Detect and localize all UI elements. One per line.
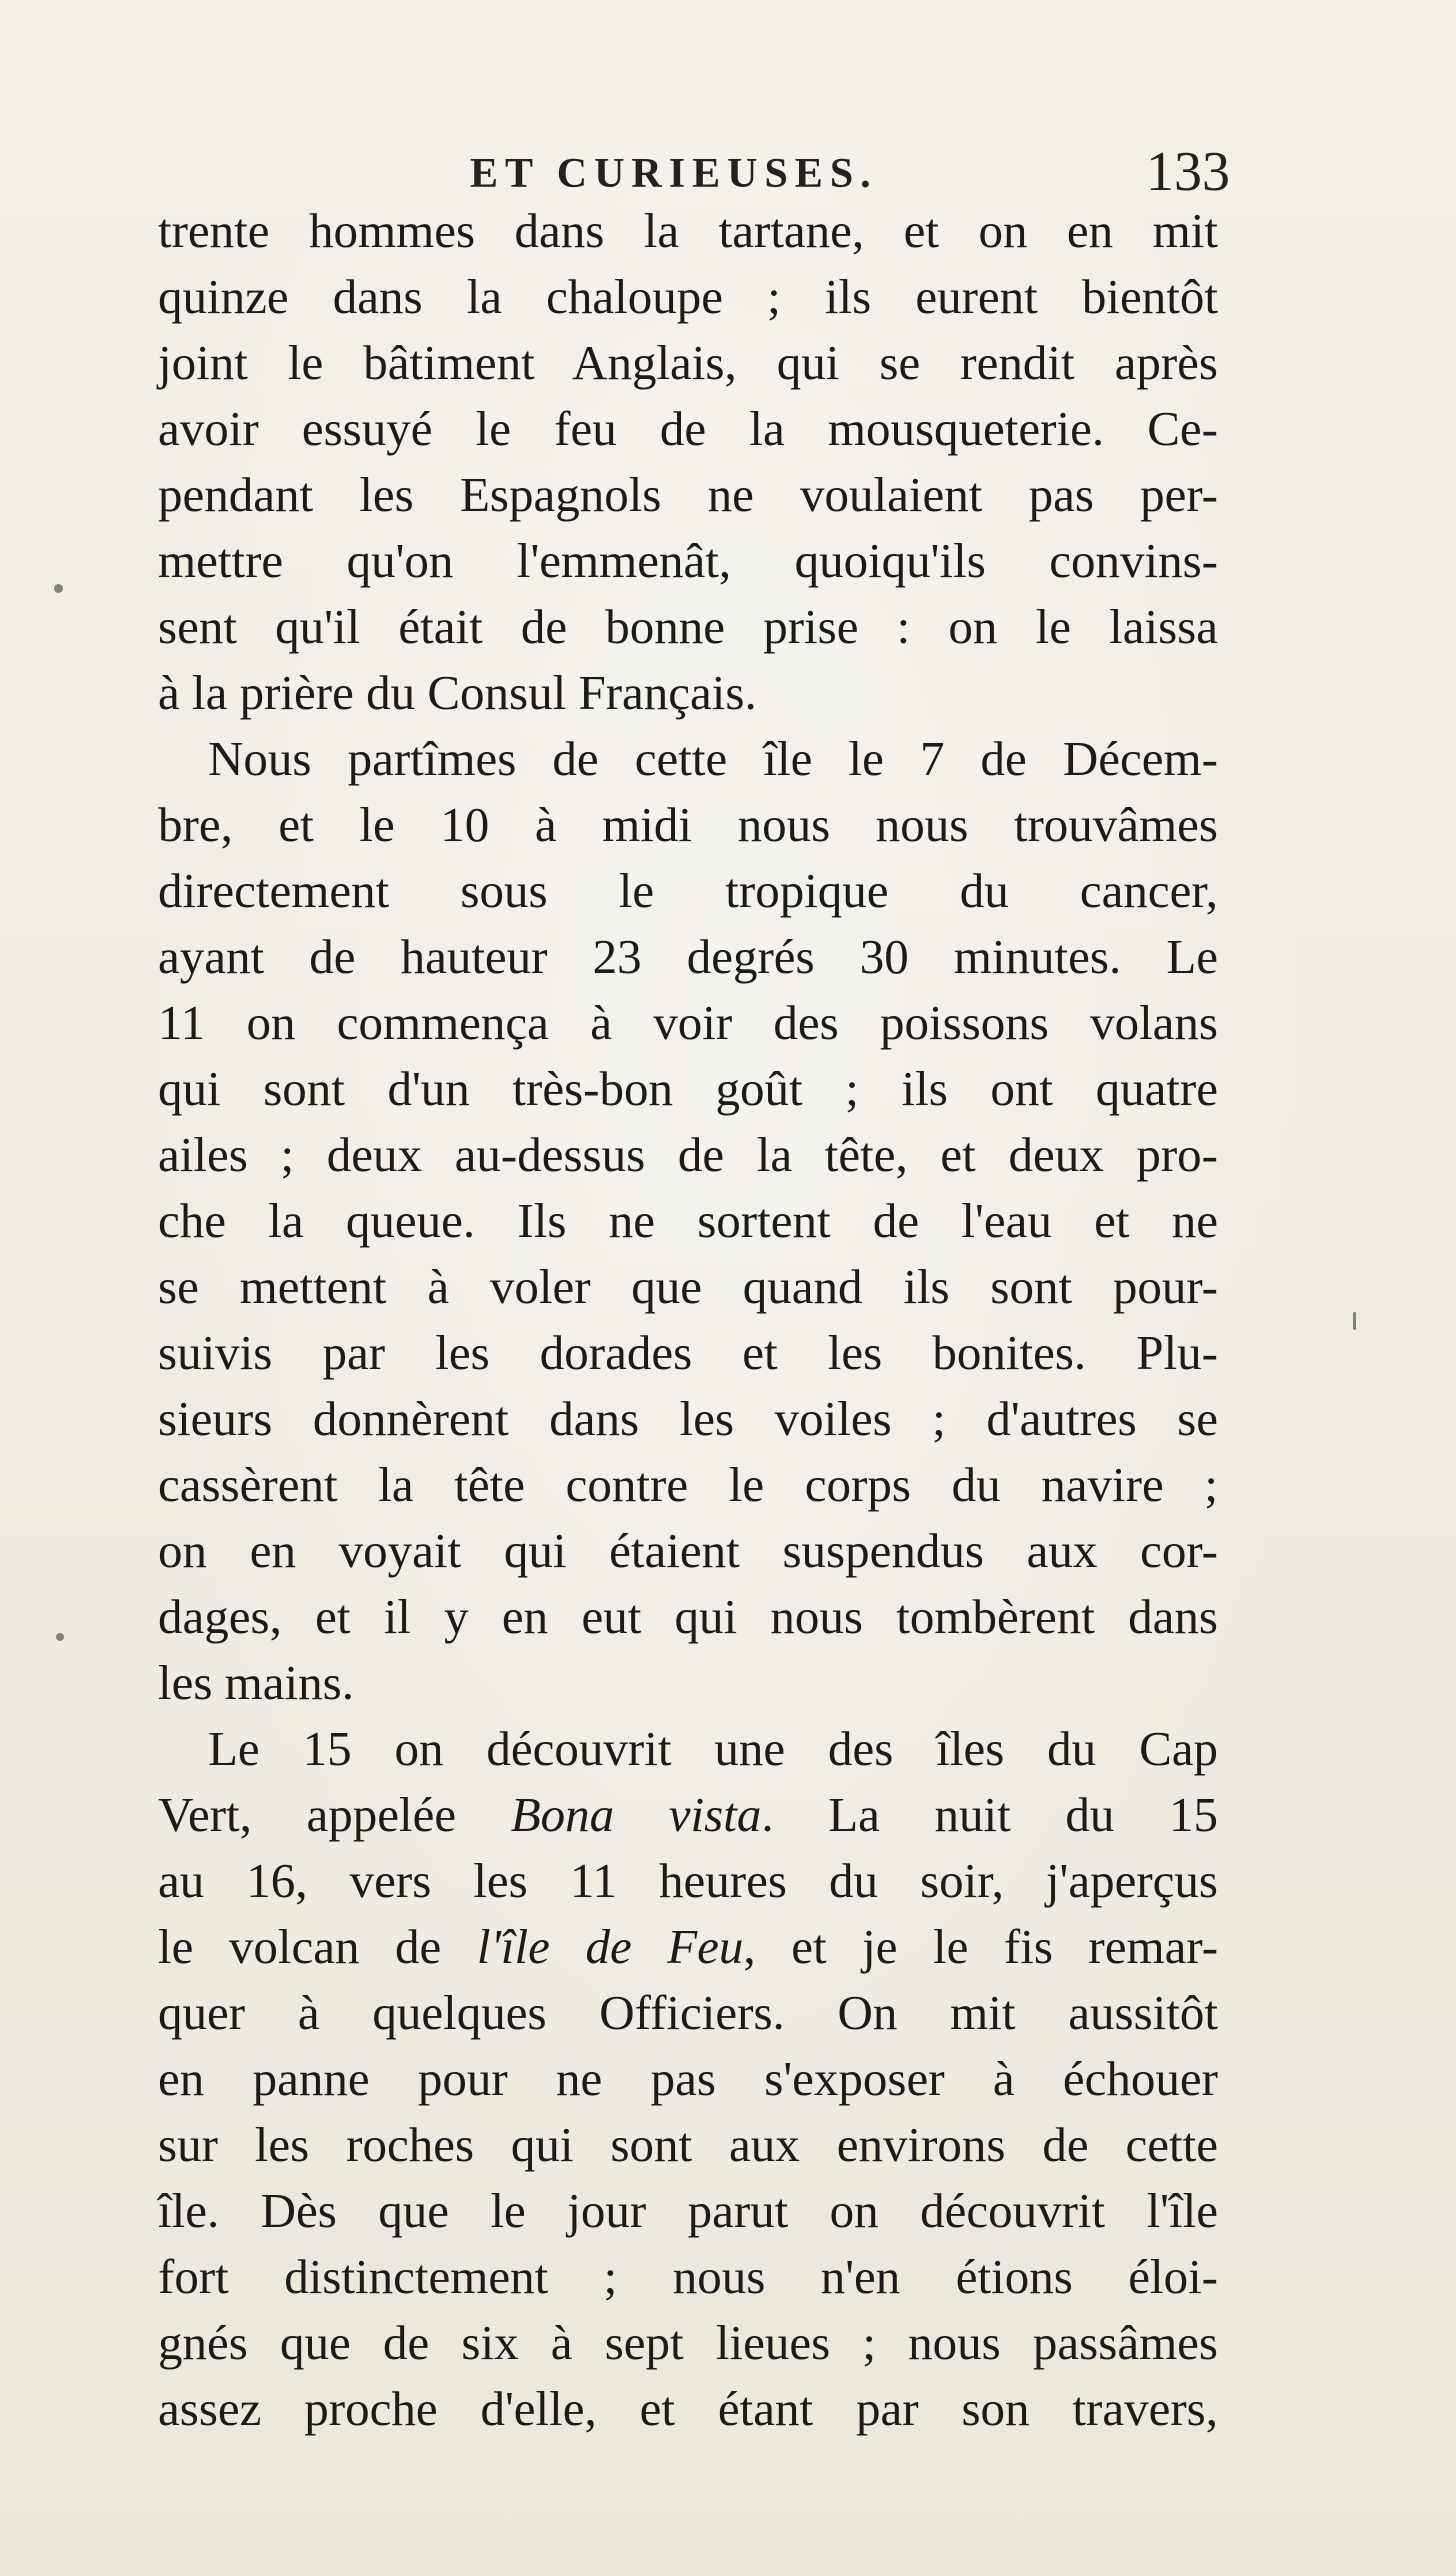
text-line: sur les roches qui sont aux environs de cette bbox=[158, 2117, 1218, 2172]
text-line: ayant de hauteur 23 degrés 30 minutes. Le bbox=[158, 929, 1218, 984]
text-segment: Vert, appelée bbox=[158, 1787, 457, 1842]
text-line: dages, et il y en eut qui nous tombèrent dans bbox=[158, 1589, 1218, 1644]
text-line: avoir essuyé le feu de la mousqueterie. Ce- bbox=[158, 401, 1218, 456]
text-segment: . La nuit du 15 bbox=[761, 1787, 1218, 1842]
text-line: se mettent à voler que quand ils sont pour- bbox=[158, 1259, 1218, 1314]
text-line: à la prière du Consul Français. bbox=[158, 665, 757, 720]
text-line: directement sous le tropique du cancer, bbox=[158, 863, 1218, 918]
page-number: 133 bbox=[1146, 141, 1230, 203]
text-line: bre, et le 10 à midi nous nous trouvâmes bbox=[158, 797, 1218, 852]
text-line: joint le bâtiment Anglais, qui se rendit après bbox=[158, 335, 1218, 390]
paper-speck bbox=[1353, 1312, 1356, 1330]
body-text bbox=[158, 198, 1218, 2442]
text-line: pendant les Espagnols ne voulaient pas per- bbox=[158, 467, 1218, 522]
text-line: trente hommes dans la tartane, et on en mit bbox=[158, 203, 1218, 258]
text-line: les mains. bbox=[158, 1655, 354, 1710]
text-line: au 16, vers les 11 heures du soir, j'aperçus bbox=[158, 1853, 1218, 1908]
text-line: sent qu'il était de bonne prise : on le laissa bbox=[158, 599, 1218, 654]
paragraph-start-line: Nous partîmes de cette île le 7 de Décem- bbox=[208, 731, 1218, 786]
paper-speck bbox=[54, 584, 63, 593]
italic-place-name: Bona vista bbox=[510, 1787, 762, 1842]
text-line: gnés que de six à sept lieues ; nous passâmes bbox=[158, 2315, 1218, 2370]
text-line: on en voyait qui étaient suspendus aux cor- bbox=[158, 1523, 1218, 1578]
paper-speck bbox=[56, 1633, 64, 1641]
text-segment: le volcan de bbox=[158, 1919, 442, 1974]
text-line: ailes ; deux au-dessus de la tête, et deux pro- bbox=[158, 1127, 1218, 1182]
text-line: en panne pour ne pas s'exposer à échouer bbox=[158, 2051, 1218, 2106]
text-line: 11 on commença à voir des poissons volans bbox=[158, 995, 1218, 1050]
text-line-with-italic bbox=[158, 1914, 1218, 1980]
page-header bbox=[170, 141, 1230, 204]
text-line: cassèrent la tête contre le corps du navire ; bbox=[158, 1457, 1218, 1512]
text-line: suivis par les dorades et les bonites. Plu- bbox=[158, 1325, 1218, 1380]
text-segment: , et je le fis remar- bbox=[743, 1919, 1219, 1974]
text-line-with-italic bbox=[158, 1782, 1218, 1848]
text-line: mettre qu'on l'emmenât, quoiqu'ils convins- bbox=[158, 533, 1218, 588]
running-title: ET CURIEUSES. bbox=[470, 151, 878, 197]
paragraph-start-line: Le 15 on découvrit une des îles du Cap bbox=[208, 1721, 1218, 1776]
text-line: île. Dès que le jour parut on découvrit l'île bbox=[158, 2183, 1218, 2238]
text-line: che la queue. Ils ne sortent de l'eau et ne bbox=[158, 1193, 1218, 1248]
text-line: fort distinctement ; nous n'en étions éloi- bbox=[158, 2249, 1218, 2304]
text-line: quinze dans la chaloupe ; ils eurent bientôt bbox=[158, 269, 1218, 324]
text-line: assez proche d'elle, et étant par son travers, bbox=[158, 2381, 1218, 2436]
text-line: quer à quelques Officiers. On mit aussitôt bbox=[158, 1985, 1218, 2040]
text-line: qui sont d'un très-bon goût ; ils ont quatre bbox=[158, 1061, 1218, 1116]
italic-place-name: l'île de Feu bbox=[476, 1919, 744, 1974]
text-line: sieurs donnèrent dans les voiles ; d'autres se bbox=[158, 1391, 1218, 1446]
